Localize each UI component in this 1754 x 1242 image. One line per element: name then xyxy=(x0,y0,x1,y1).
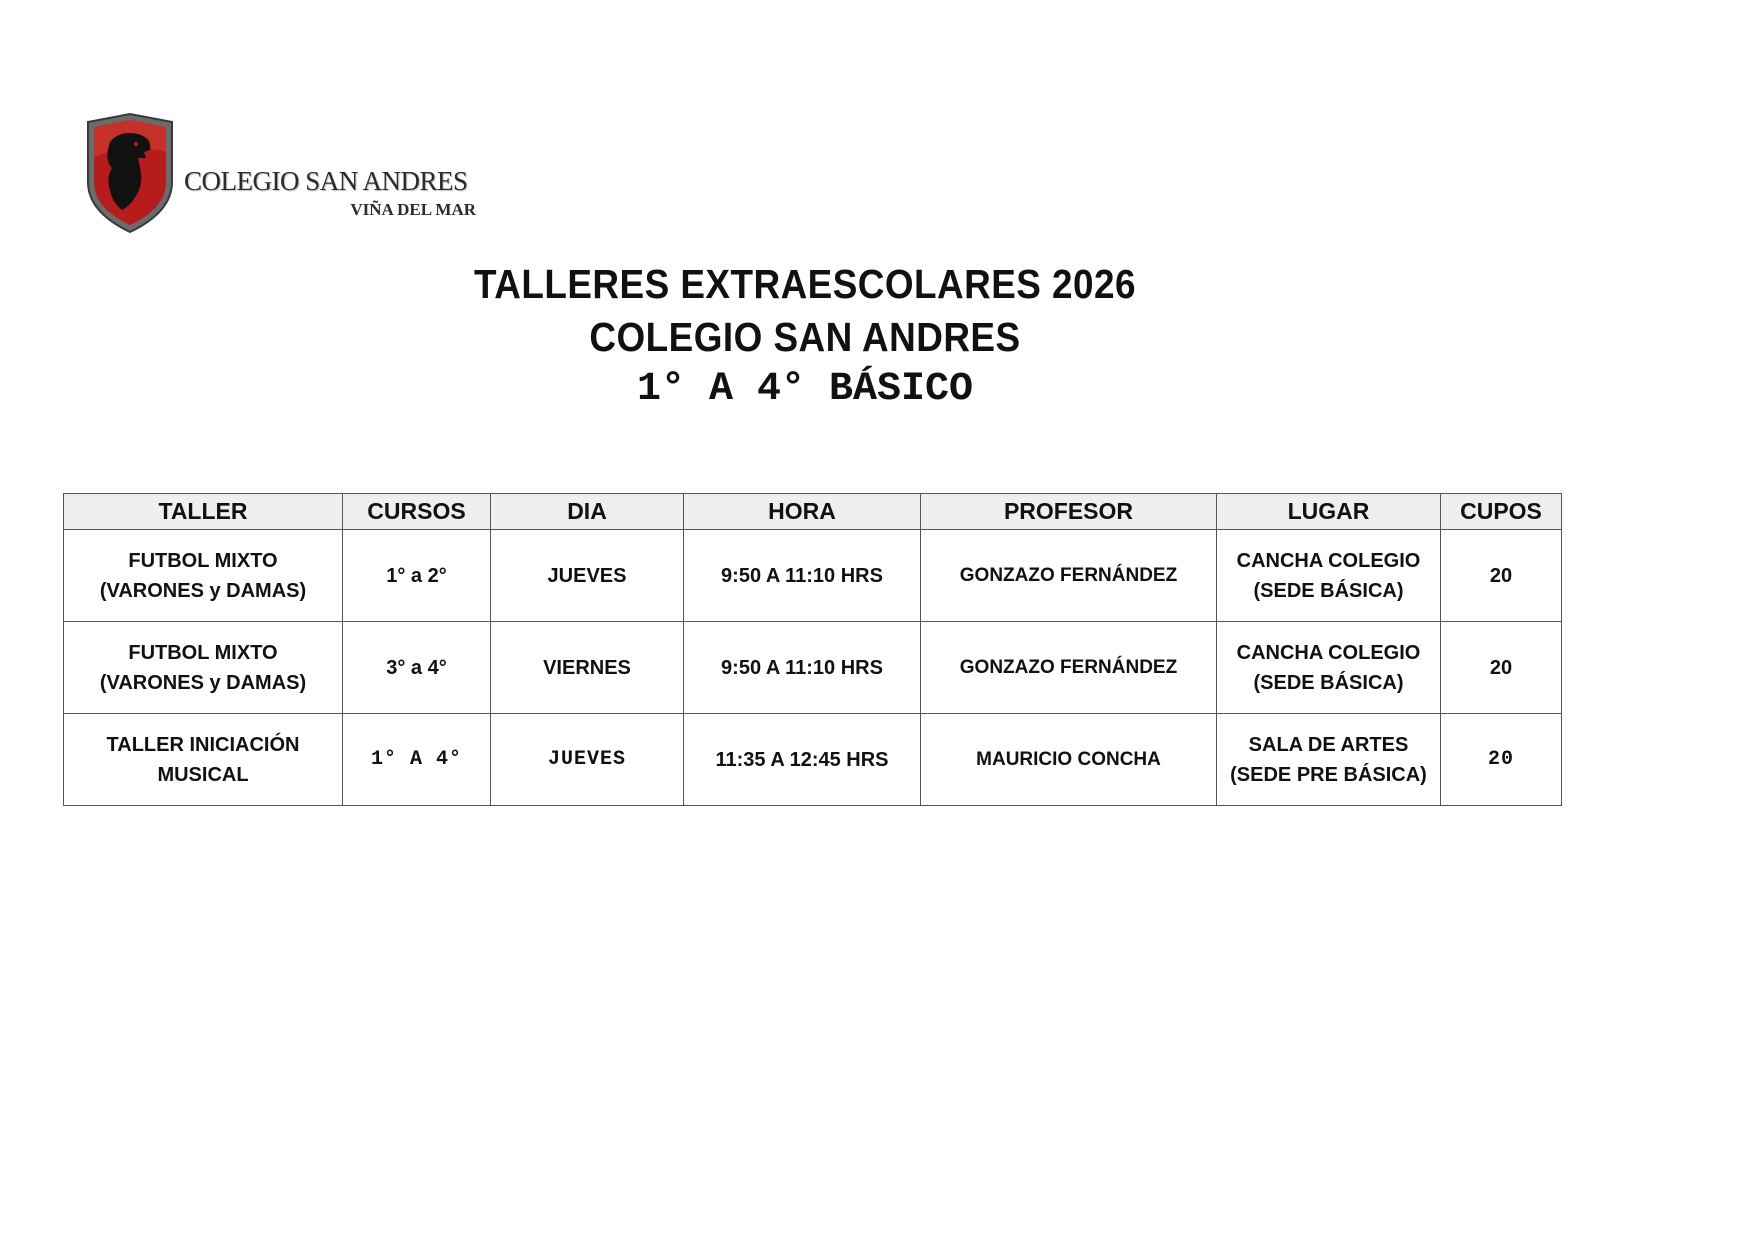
cell-taller xyxy=(64,622,343,714)
header-profesor: PROFESOR xyxy=(921,494,1217,530)
taller-line: FUTBOL MIXTO xyxy=(128,549,278,572)
taller-line: FUTBOL MIXTO xyxy=(128,641,278,664)
cell-dia: VIERNES xyxy=(491,622,684,714)
lugar-line: (SEDE BÁSICA) xyxy=(1253,671,1404,694)
cell-taller xyxy=(64,714,343,806)
taller-line: MUSICAL xyxy=(157,763,249,786)
lugar-line: (SEDE BÁSICA) xyxy=(1253,579,1404,602)
table-header-row xyxy=(64,494,1562,530)
document-title xyxy=(0,258,1610,416)
shield-icon xyxy=(80,112,180,237)
cell-hora: 11:35 A 12:45 HRS xyxy=(684,714,921,806)
table-row xyxy=(64,714,1562,806)
table-row xyxy=(64,530,1562,622)
cell-cursos: 3° a 4° xyxy=(343,622,491,714)
taller-line: (VARONES y DAMAS) xyxy=(99,579,307,602)
header-taller: TALLER xyxy=(64,494,343,530)
cell-profesor: GONZAZO FERNÁNDEZ xyxy=(921,530,1217,622)
header-lugar: LUGAR xyxy=(1217,494,1441,530)
cell-lugar xyxy=(1217,622,1441,714)
lugar-line: (SEDE PRE BÁSICA) xyxy=(1230,763,1427,786)
logo-city: VIÑA DEL MAR xyxy=(350,200,476,219)
cell-cursos: 1° a 2° xyxy=(343,530,491,622)
table-row xyxy=(64,622,1562,714)
lugar-line: SALA DE ARTES xyxy=(1248,733,1409,756)
workshops-table xyxy=(63,493,1562,806)
title-line-2: COLEGIO SAN ANDRES xyxy=(589,314,1021,360)
cell-hora: 9:50 A 11:10 HRS xyxy=(684,530,921,622)
header-cursos: CURSOS xyxy=(343,494,491,530)
school-logo xyxy=(80,112,480,237)
header-dia: DIA xyxy=(491,494,684,530)
cell-hora: 9:50 A 11:10 HRS xyxy=(684,622,921,714)
lugar-line: CANCHA COLEGIO xyxy=(1236,641,1421,664)
title-line-3: 1° A 4° BÁSICO xyxy=(636,367,974,412)
cell-dia: JUEVES xyxy=(491,714,684,806)
cell-lugar xyxy=(1217,714,1441,806)
cell-profesor: MAURICIO CONCHA xyxy=(921,714,1217,806)
title-line-1: TALLERES EXTRAESCOLARES 2026 xyxy=(474,261,1136,307)
logo-school-name: COLEGIO SAN ANDRES xyxy=(184,166,468,196)
cell-cupos: 20 xyxy=(1441,530,1562,622)
cell-cursos: 1° A 4° xyxy=(343,714,491,806)
header-cupos: CUPOS xyxy=(1441,494,1562,530)
cell-lugar xyxy=(1217,530,1441,622)
cell-cupos: 20 xyxy=(1441,622,1562,714)
cell-dia: JUEVES xyxy=(491,530,684,622)
cell-profesor: GONZAZO FERNÁNDEZ xyxy=(921,622,1217,714)
taller-line: (VARONES y DAMAS) xyxy=(99,671,307,694)
lugar-line: CANCHA COLEGIO xyxy=(1236,549,1421,572)
taller-line: TALLER INICIACIÓN xyxy=(106,733,300,756)
header-hora: HORA xyxy=(684,494,921,530)
cell-taller xyxy=(64,530,343,622)
cell-cupos: 20 xyxy=(1441,714,1562,806)
